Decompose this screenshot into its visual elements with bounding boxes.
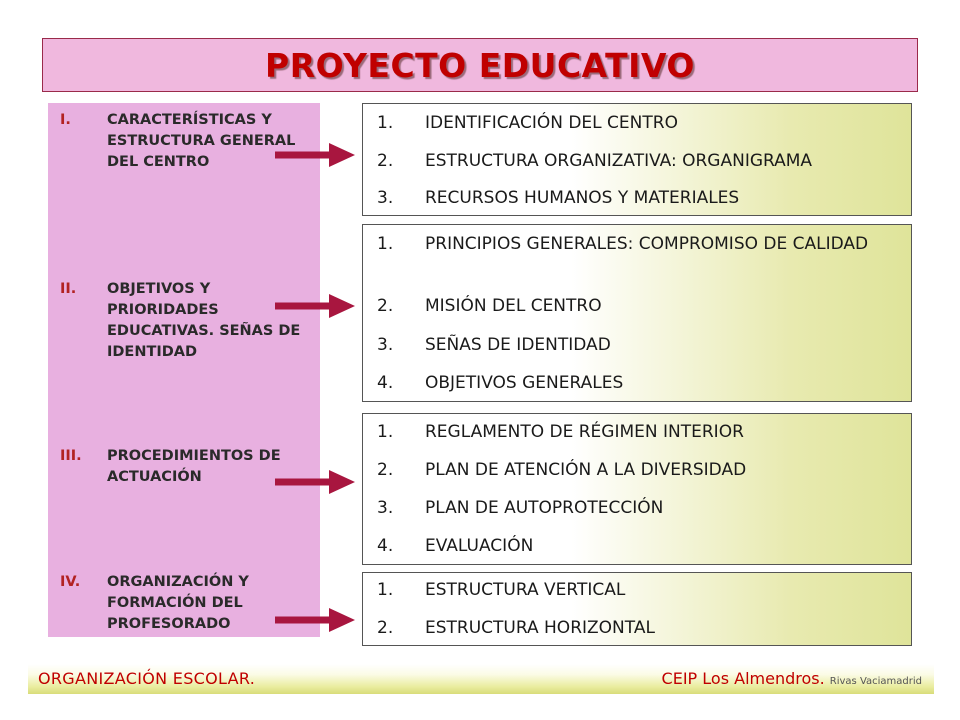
section-label: PROCEDIMIENTOS DE ACTUACIÓN bbox=[107, 448, 281, 485]
list-item bbox=[377, 232, 899, 257]
list-item bbox=[377, 149, 899, 174]
item-text: REGLAMENTO DE RÉGIMEN INTERIOR bbox=[425, 422, 744, 442]
list-item bbox=[377, 496, 899, 521]
list-item bbox=[377, 578, 899, 603]
section-number: I. bbox=[60, 112, 71, 128]
item-number: 2. bbox=[377, 296, 394, 316]
box-procedimientos bbox=[362, 413, 912, 565]
item-number: 3. bbox=[377, 188, 394, 208]
footer-school bbox=[662, 669, 922, 688]
section-number: IV. bbox=[60, 574, 81, 590]
item-text: SEÑAS DE IDENTIDAD bbox=[425, 335, 611, 355]
list-item bbox=[377, 458, 899, 483]
footer-school-name: CEIP Los Almendros. bbox=[661, 669, 825, 688]
footer-course: ORGANIZACIÓN ESCOLAR. bbox=[38, 669, 256, 688]
section-number: II. bbox=[60, 281, 77, 297]
box-organizacion bbox=[362, 572, 912, 646]
item-text: PLAN DE AUTOPROTECCIÓN bbox=[425, 498, 664, 518]
item-number: 4. bbox=[377, 373, 394, 393]
title-bar bbox=[42, 38, 918, 92]
item-number: 1. bbox=[377, 234, 394, 254]
arrow-right-icon bbox=[275, 143, 355, 167]
list-item bbox=[377, 111, 899, 136]
arrow-right-icon bbox=[275, 608, 355, 632]
item-text: ESTRUCTURA HORIZONTAL bbox=[425, 618, 655, 638]
arrow-right-icon bbox=[275, 294, 355, 318]
box-identificacion bbox=[362, 103, 912, 216]
list-item bbox=[377, 186, 899, 211]
item-text: ESTRUCTURA ORGANIZATIVA: ORGANIGRAMA bbox=[425, 151, 813, 171]
item-number: 2. bbox=[377, 151, 394, 171]
section-number: III. bbox=[60, 448, 82, 464]
item-text: MISIÓN DEL CENTRO bbox=[425, 296, 602, 316]
item-text: EVALUACIÓN bbox=[425, 536, 534, 556]
arrow-right-icon bbox=[275, 470, 355, 494]
item-number: 1. bbox=[377, 113, 394, 133]
footer bbox=[28, 664, 934, 694]
item-number: 3. bbox=[377, 498, 394, 518]
list-item bbox=[377, 616, 899, 641]
item-number: 4. bbox=[377, 536, 394, 556]
list-item bbox=[377, 333, 899, 358]
item-number: 3. bbox=[377, 335, 394, 355]
sections-panel bbox=[48, 103, 320, 637]
section-label: OBJETIVOS Y PRIORIDADES EDUCATIVAS. SEÑAS DE IDENTIDAD bbox=[107, 281, 301, 360]
list-item bbox=[377, 534, 899, 559]
item-number: 2. bbox=[377, 618, 394, 638]
list-item bbox=[377, 371, 899, 396]
item-number: 1. bbox=[377, 580, 394, 600]
list-item bbox=[377, 294, 899, 319]
page-title: PROYECTO EDUCATIVO bbox=[265, 45, 695, 85]
section-ii bbox=[60, 279, 316, 363]
box-objetivos bbox=[362, 224, 912, 402]
item-number: 2. bbox=[377, 460, 394, 480]
item-text: PLAN DE ATENCIÓN A LA DIVERSIDAD bbox=[425, 460, 747, 480]
list-item bbox=[377, 420, 899, 445]
item-text: IDENTIFICACIÓN DEL CENTRO bbox=[425, 113, 678, 133]
footer-town: Rivas Vaciamadrid bbox=[829, 676, 922, 687]
section-label: CARACTERÍSTICAS Y ESTRUCTURA GENERAL DEL CENTRO bbox=[107, 112, 296, 170]
item-text: OBJETIVOS GENERALES bbox=[425, 373, 624, 393]
item-text: ESTRUCTURA VERTICAL bbox=[425, 580, 626, 600]
item-number: 1. bbox=[377, 422, 394, 442]
item-text: PRINCIPIOS GENERALES: COMPROMISO DE CALIDAD bbox=[425, 234, 869, 254]
section-label: ORGANIZACIÓN Y FORMACIÓN DEL PROFESORADO bbox=[107, 574, 249, 632]
item-text: RECURSOS HUMANOS Y MATERIALES bbox=[425, 188, 740, 208]
